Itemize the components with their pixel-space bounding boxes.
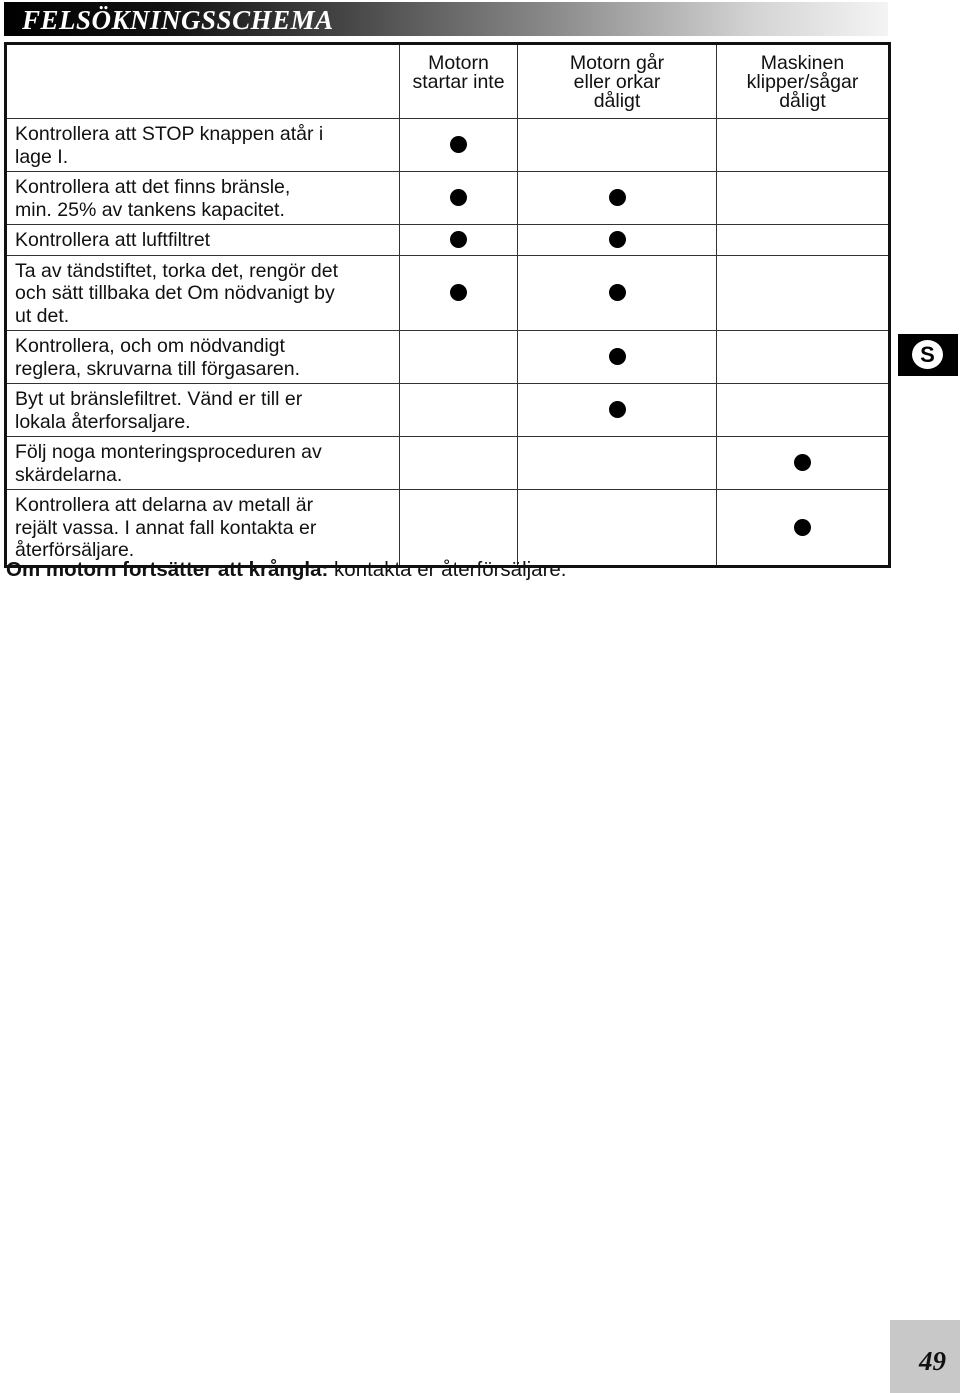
symptom-cell xyxy=(400,384,518,437)
instruction-line: Kontrollera att det finns bränsle, xyxy=(15,176,291,198)
bullet-dot-icon xyxy=(794,454,811,471)
symptom-cell xyxy=(518,437,717,490)
table-row xyxy=(6,331,890,384)
language-tab xyxy=(898,334,958,376)
symptom-cell xyxy=(400,119,518,172)
bullet-dot-icon xyxy=(609,284,626,301)
instruction-line: Ta av tändstiftet, torka det, rengör det xyxy=(15,259,339,282)
check-instruction xyxy=(6,119,400,172)
instruction-line: och sätt tillbaka det Om nödvanigt by xyxy=(15,282,335,304)
symptom-cell xyxy=(400,172,518,225)
table-row xyxy=(6,172,890,225)
page-number-box xyxy=(890,1320,960,1393)
header-row xyxy=(6,44,890,119)
bullet-dot-icon xyxy=(609,189,626,206)
check-instruction xyxy=(6,384,400,437)
check-instruction xyxy=(6,490,400,567)
page-title: FELSÖKNINGSSCHEMA xyxy=(22,5,334,35)
instruction-line: reglera, skruvarna till förgasaren. xyxy=(15,357,301,380)
symptom-cell xyxy=(400,255,518,331)
symptom-cell xyxy=(518,255,717,331)
symptom-cell xyxy=(717,331,890,384)
header-line: Motorn går xyxy=(569,52,665,74)
instruction-line: Byt ut bränslefiltret. Vänd er till er xyxy=(15,388,303,410)
symptom-cell xyxy=(717,490,890,567)
instruction-line: lokala återforsaljare. xyxy=(15,410,191,433)
symptom-cell xyxy=(717,119,890,172)
instruction-line: rejält vassa. I annat fall kontakta er xyxy=(15,516,317,539)
header-motor-wont-start xyxy=(400,44,518,119)
symptom-cell xyxy=(717,255,890,331)
bullet-dot-icon xyxy=(609,231,626,248)
symptom-cell xyxy=(518,331,717,384)
footer-bold: Om motorn fortsätter att krångla: xyxy=(6,558,329,581)
footer-note xyxy=(6,557,567,583)
title-bar xyxy=(4,2,888,36)
footer-text: kontakta er återförsäljare. xyxy=(328,558,567,581)
header-line: klipper/sågar xyxy=(746,71,859,93)
symptom-cell xyxy=(717,172,890,225)
instruction-line: Kontrollera, och om nödvandigt xyxy=(15,335,285,357)
instruction-line: min. 25% av tankens kapacitet. xyxy=(15,198,285,221)
bullet-dot-icon xyxy=(794,519,811,536)
header-line: eller orkar xyxy=(573,71,661,93)
symptom-cell xyxy=(518,225,717,256)
page-number: 49 xyxy=(919,1346,946,1376)
symptom-cell xyxy=(518,172,717,225)
table-row xyxy=(6,225,890,256)
header-line: dåligt xyxy=(779,90,826,112)
check-instruction xyxy=(6,225,400,256)
troubleshooting-table xyxy=(4,42,891,568)
header-line: dåligt xyxy=(593,90,641,112)
table-row xyxy=(6,437,890,490)
check-instruction xyxy=(6,331,400,384)
check-instruction xyxy=(6,255,400,331)
header-line: Motorn xyxy=(428,52,489,74)
instruction-line: återförsäljare. xyxy=(15,539,135,561)
instruction-line: Följ noga monteringsproceduren av xyxy=(15,441,322,463)
instruction-line: skärdelarna. xyxy=(15,463,123,486)
symptom-cell xyxy=(400,331,518,384)
instruction-line: Kontrollera att luftfiltret xyxy=(15,229,211,251)
header-line: startar inte xyxy=(412,71,505,93)
symptom-cell xyxy=(717,384,890,437)
bullet-dot-icon xyxy=(450,284,467,301)
bullet-dot-icon xyxy=(609,348,626,365)
symptom-cell xyxy=(717,437,890,490)
instruction-line: Kontrollera att STOP knappen atår i xyxy=(15,123,324,145)
bullet-dot-icon xyxy=(450,231,467,248)
bullet-dot-icon xyxy=(450,189,467,206)
table-row xyxy=(6,384,890,437)
instruction-line: lage I. xyxy=(15,145,69,168)
check-instruction xyxy=(6,172,400,225)
symptom-cell xyxy=(518,119,717,172)
symptom-cell xyxy=(400,437,518,490)
symptom-cell xyxy=(518,490,717,567)
symptom-cell xyxy=(400,225,518,256)
table-body xyxy=(6,119,890,567)
header-machine-cuts-poorly xyxy=(717,44,890,119)
symptom-cell xyxy=(518,384,717,437)
header-line: Maskinen xyxy=(760,52,845,74)
table-row xyxy=(6,255,890,331)
check-instruction xyxy=(6,437,400,490)
instruction-line: Kontrollera att delarna av metall är xyxy=(15,494,314,516)
table-row xyxy=(6,119,890,172)
symptom-cell xyxy=(717,225,890,256)
header-check xyxy=(6,44,400,119)
language-badge: S xyxy=(912,340,943,369)
bullet-dot-icon xyxy=(450,136,467,153)
instruction-line: ut det. xyxy=(15,304,70,327)
symptom-cell xyxy=(400,490,518,567)
header-motor-runs-poorly xyxy=(518,44,717,119)
bullet-dot-icon xyxy=(609,401,626,418)
table-row xyxy=(6,490,890,567)
